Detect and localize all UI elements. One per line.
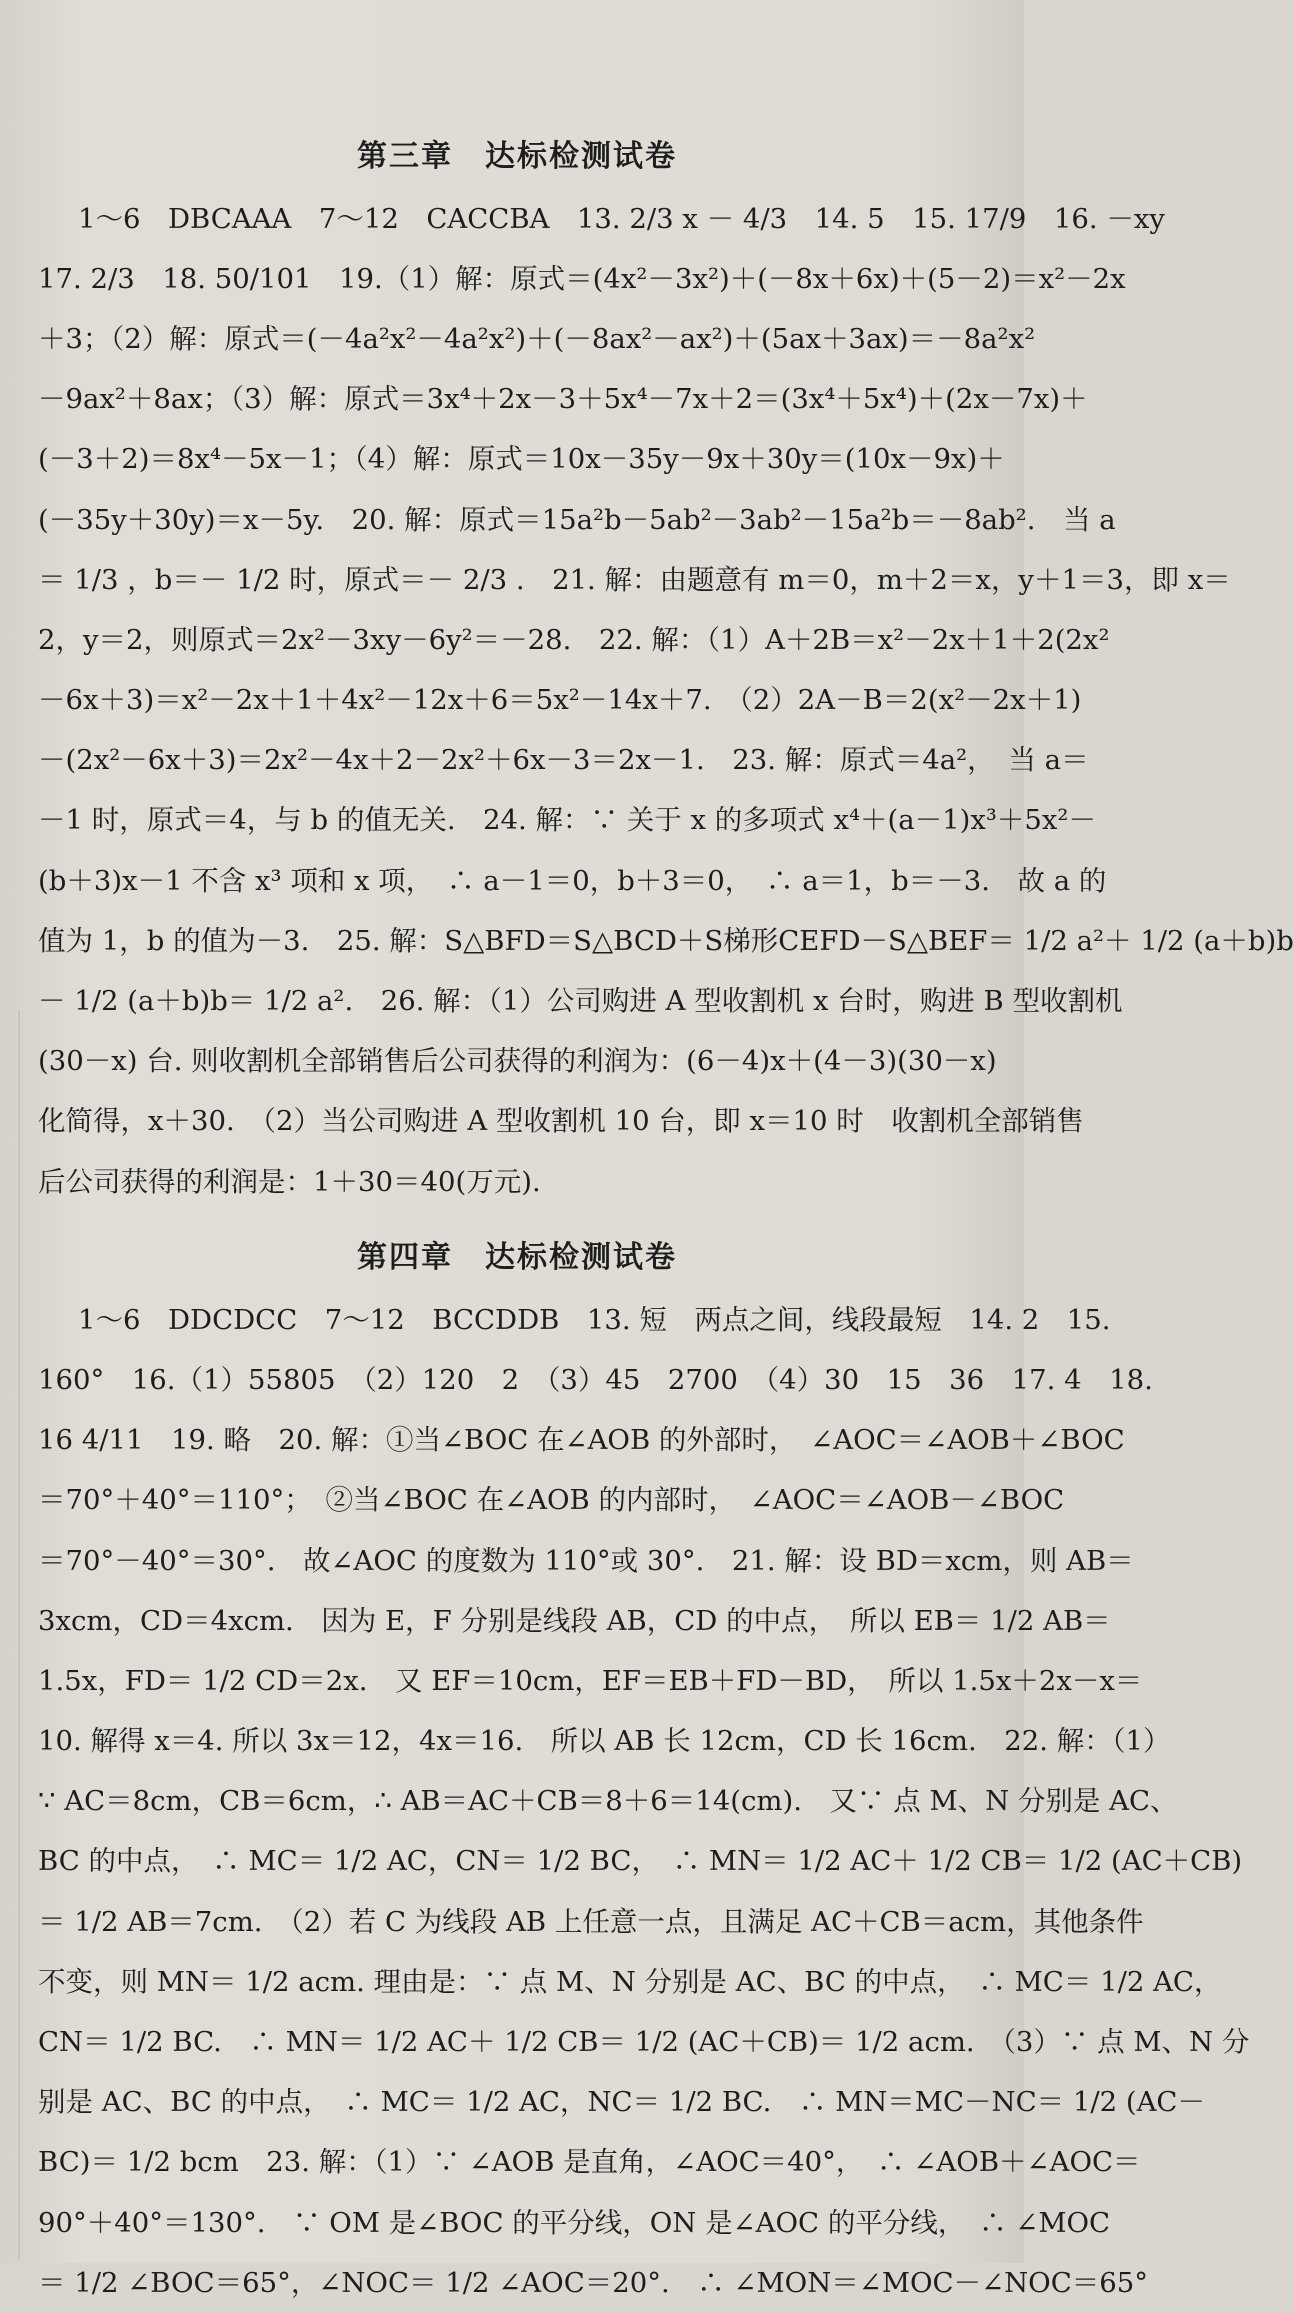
chapter3-line: －(2x²－6x＋3)＝2x²－4x＋2－2x²＋6x－3＝2x－1. 23. 解：原式＝4a²， 当 a＝ <box>38 744 1089 777</box>
chapter3-line: 1～6 DBCAAA 7～12 CACCBA 13. 2/3 x － 4/3 14. 5 15. 17/9 16. －xy <box>78 202 1165 235</box>
chapter4-line: 160° 16.（1）55805 （2）120 2 （3）45 2700 （4）30 15 36 17. 4 18. <box>38 1363 1153 1396</box>
chapter3-line: 值为 1，b 的值为－3. 25. 解：S△BFD＝S△BCD＋S梯形CEFD－S△BEF＝ 1/2 a²＋ 1/2 (a＋b)b <box>38 924 1294 957</box>
chapter4-line: 16 4/11 19. 略 20. 解：①当∠BOC 在∠AOB 的外部时， ∠AOC＝∠AOB＋∠BOC <box>38 1424 1125 1457</box>
chapter4-line: 10. 解得 x＝4. 所以 3x＝12，4x＝16. 所以 AB 长 12cm，CD 长 16cm. 22. 解：（1） <box>38 1725 1171 1758</box>
chapter4-line: ＝ 1/2 ∠BOC＝65°，∠NOC＝ 1/2 ∠AOC＝20°. ∴ ∠MON＝∠MOC－∠NOC＝65° <box>38 2266 1149 2299</box>
chapter3-line: 2，y＝2，则原式＝2x²－3xy－6y²＝－28. 22. 解：（1）A＋2B＝x²－2x＋1＋2(2x² <box>38 623 1110 656</box>
chapter4-line: ＝70°＋40°＝110°； ②当∠BOC 在∠AOB 的内部时， ∠AOC＝∠AOB－∠BOC <box>38 1484 1065 1517</box>
chapter3-line: － 1/2 (a＋b)b＝ 1/2 a². 26. 解：（1）公司购进 A 型收割机 x 台时，购进 B 型收割机 <box>38 985 1123 1018</box>
chapter4-line: ∵ AC＝8cm，CB＝6cm，∴ AB＝AC＋CB＝8＋6＝14(cm). 又∵ 点 M、N 分别是 AC、 <box>38 1785 1178 1818</box>
chapter4-line: BC 的中点， ∴ MC＝ 1/2 AC，CN＝ 1/2 BC， ∴ MN＝ 1/2 AC＋ 1/2 CB＝ 1/2 (AC＋CB) <box>38 1845 1243 1878</box>
chapter4-line: ＝ 1/2 AB＝7cm. （2）若 C 为线段 AB 上任意一点，且满足 AC＋CB＝acm，其他条件 <box>38 1905 1144 1938</box>
chapter4-line: 别是 AC、BC 的中点， ∴ MC＝ 1/2 AC，NC＝ 1/2 BC. ∴ MN＝MC－NC＝ 1/2 (AC－ <box>38 2086 1205 2119</box>
chapter3-line: (30－x) 台. 则收割机全部销售后公司获得的利润为：(6－4)x＋(4－3)(30－x) <box>38 1045 997 1078</box>
chapter3-line: 化简得，x＋30. （2）当公司购进 A 型收割机 10 台，即 x＝10 时 收割机全部销售 <box>38 1105 1084 1138</box>
chapter4-line: 1～6 DDCDCC 7～12 BCCDDB 13. 短 两点之间，线段最短 14. 2 15. <box>78 1303 1111 1336</box>
chapter3-line: 后公司获得的利润是：1＋30＝40(万元). <box>38 1165 541 1198</box>
chapter3-line: (－3＋2)＝8x⁴－5x－1；（4）解：原式＝10x－35y－9x＋30y＝(10x－9x)＋ <box>38 443 1005 476</box>
chapter3-line: ＋3；（2）解：原式＝(－4a²x²－4a²x²)＋(－8ax²－ax²)＋(5ax＋3ax)＝－8a²x² <box>38 322 1036 355</box>
chapter4-line: BC)＝ 1/2 bcm 23. 解：（1）∵ ∠AOB 是直角，∠AOC＝40°， ∴ ∠AOB＋∠AOC＝ <box>38 2146 1141 2179</box>
chapter4-line: CN＝ 1/2 BC. ∴ MN＝ 1/2 AC＋ 1/2 CB＝ 1/2 (AC＋CB)＝ 1/2 acm. （3）∵ 点 M、N 分 <box>38 2026 1250 2059</box>
chapter3-line: －6x＋3)＝x²－2x＋1＋4x²－12x＋6＝5x²－14x＋7. （2）2A－B＝2(x²－2x＋1) <box>38 684 1082 717</box>
chapter4-title: 第四章 达标检测试卷 <box>357 1240 677 1276</box>
chapter4-line: 不变，则 MN＝ 1/2 acm. 理由是：∵ 点 M、N 分别是 AC、BC 的中点， ∴ MC＝ 1/2 AC， <box>38 1965 1222 1998</box>
page-shadow-rule <box>18 1010 20 2260</box>
chapter3-line: －9ax²＋8ax；（3）解：原式＝3x⁴＋2x－3＋5x⁴－7x＋2＝(3x⁴＋5x⁴)＋(2x－7x)＋ <box>38 383 1088 416</box>
chapter3-line: (－35y＋30y)＝x－5y. 20. 解：原式＝15a²b－5ab²－3ab²－15a²b＝－8ab². 当 a <box>38 503 1116 536</box>
chapter3-line: ＝ 1/3 ，b＝－ 1/2 时，原式＝－ 2/3 . 21. 解：由题意有 m＝0，m＋2＝x，y＋1＝3，即 x＝ <box>38 563 1231 596</box>
chapter3-line: (b＋3)x－1 不含 x³ 项和 x 项， ∴ a－1＝0，b＋3＝0， ∴ a＝1，b＝－3. 故 a 的 <box>38 864 1107 897</box>
chapter3-line: 17. 2/3 18. 50/101 19.（1）解：原式＝(4x²－3x²)＋(－8x＋6x)＋(5－2)＝x²－2x <box>38 262 1126 295</box>
chapter3-title: 第三章 达标检测试卷 <box>357 139 677 174</box>
chapter4-line: 90°＋40°＝130°. ∵ OM 是∠BOC 的平分线，ON 是∠AOC 的平分线， ∴ ∠MOC <box>38 2206 1111 2239</box>
chapter4-line: 1.5x，FD＝ 1/2 CD＝2x. 又 EF＝10cm，EF＝EB＋FD－BD， 所以 1.5x＋2x－x＝ <box>38 1664 1143 1697</box>
chapter4-line: ＝70°－40°＝30°. 故∠AOC 的度数为 110°或 30°. 21. 解：设 BD＝xcm，则 AB＝ <box>38 1544 1134 1577</box>
chapter4-line: 3xcm，CD＝4xcm. 因为 E，F 分别是线段 AB，CD 的中点， 所以 EB＝ 1/2 AB＝ <box>38 1604 1111 1637</box>
chapter3-line: －1 时，原式＝4，与 b 的值无关. 24. 解：∵ 关于 x 的多项式 x⁴＋(a－1)x³＋5x²－ <box>38 804 1096 837</box>
